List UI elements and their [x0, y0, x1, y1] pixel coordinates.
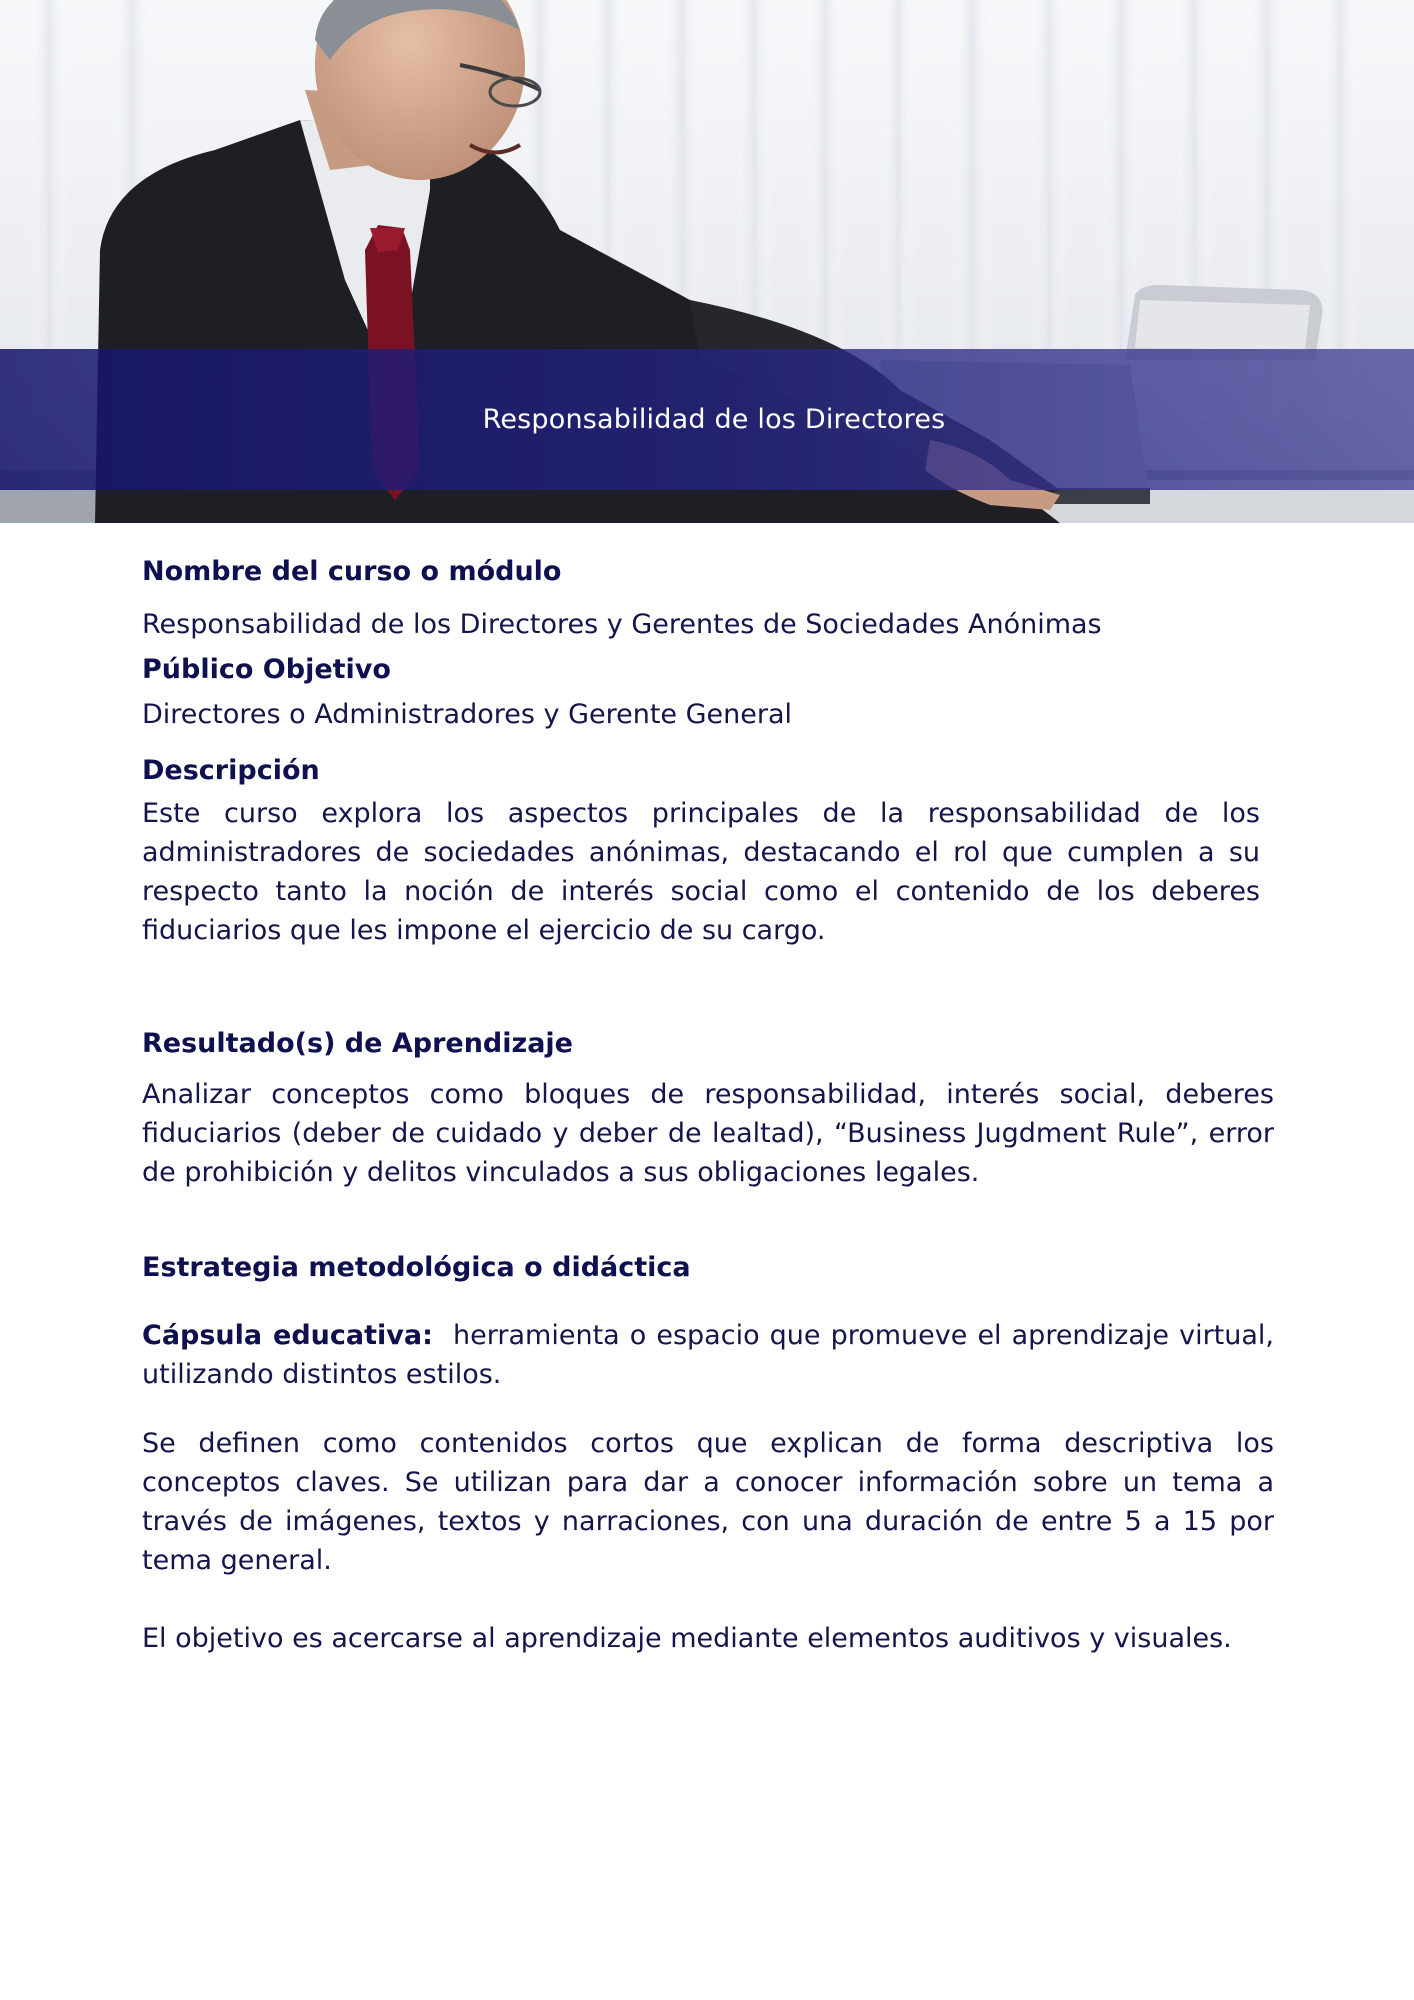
capsule-label: Cápsula educativa: [142, 1320, 433, 1351]
description-text: Este curso explora los aspectos principales de la responsabilidad de los administradores de sociedades anónimas, destacando el rol que cumplen a su respecto tanto la noción de interés social como el contenido de los deberes fiduciarios que les impone el ejercicio de su cargo. [142, 798, 1260, 946]
title-banner [0, 349, 1414, 490]
audience-heading: Público Objetivo [142, 654, 391, 685]
strategy-heading: Estrategia metodológica o didáctica [142, 1252, 691, 1283]
capsule-paragraph [142, 1316, 1274, 1394]
description-heading: Descripción [142, 755, 320, 786]
learning-outcomes-text: Analizar conceptos como bloques de responsabilidad, interés social, deberes fiduciarios (deber de cuidado y deber de lealtad), “Business Jugdment Rule”, error de prohibición y delitos vinculados a sus obligaciones legales. [142, 1079, 1274, 1188]
learning-outcomes-heading: Resultado(s) de Aprendizaje [142, 1028, 573, 1059]
banner-title: Responsabilidad de los Directores [482, 404, 946, 435]
course-content [142, 552, 1274, 1658]
audience-text: Directores o Administradores y Gerente General [142, 699, 793, 730]
strategy-paragraph-2: El objetivo es acercarse al aprendizaje mediante elementos auditivos y visuales. [142, 1623, 1232, 1654]
course-name-heading: Nombre del curso o módulo [142, 556, 562, 587]
strategy-paragraph-1: Se definen como contenidos cortos que explican de forma descriptiva los conceptos claves. Se utilizan para dar a conocer información sobre un tema a través de imágenes, textos y narraciones, con una duración de entre 5 a 15 por tema general. [142, 1428, 1274, 1576]
capsule-text: herramienta o espacio que promueve el aprendizaje virtual, utilizando distintos estilos. [142, 1320, 1274, 1390]
course-name-text: Responsabilidad de los Directores y Gerentes de Sociedades Anónimas [142, 609, 1102, 640]
hero-image [0, 0, 1414, 523]
